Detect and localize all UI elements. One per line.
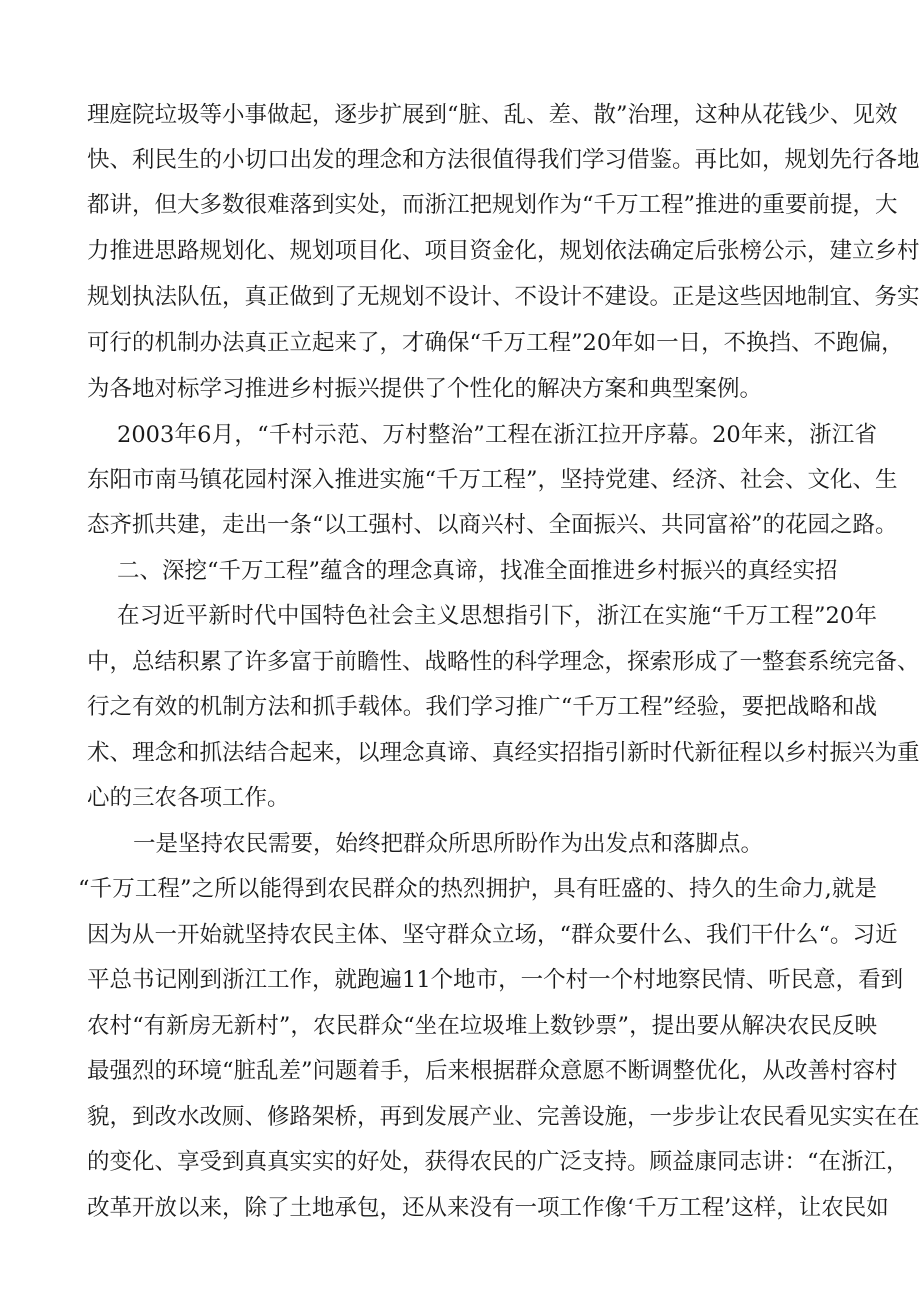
text-line: 中，总结积累了许多富于前瞻性、战略性的科学理念，探索形成了一整套系统完备、 bbox=[87, 649, 920, 675]
text-line: 态齐抓共建，走出一条“以工强村、以商兴村、全面振兴、共同富裕”的花园之路。 bbox=[87, 512, 898, 538]
text-line: 东阳市南马镇花园村深入推进实施“千万工程”，坚持党建、经济、社会、文化、生 bbox=[87, 467, 898, 493]
text-line: 改革开放以来，除了土地承包，还从来没有一项工作像‘千万工程’这样，让农民如 bbox=[87, 1195, 889, 1221]
text-line: 都讲，但大多数很难落到实处，而浙江把规划作为“千万工程”推进的重要前提，大 bbox=[87, 192, 898, 218]
text-line: “千万工程”之所以能得到农民群众的热烈拥护，具有旺盛的、持久的生命力,就是 bbox=[78, 876, 877, 902]
subheading-line: 一是坚持农民需要，始终把群众所思所盼作为出发点和落脚点。 bbox=[133, 831, 764, 857]
text-line: 2003年6月，“千村示范、万村整治”工程在浙江拉开序幕。20年来，浙江省 bbox=[117, 422, 877, 448]
text-line: 因为从一开始就坚持农民主体、坚守群众立场，“群众要什么、我们干什么“。习近 bbox=[87, 922, 898, 948]
text-line: 的变化、享受到真真实实的好处，获得农民的广泛支持。顾益康同志讲：“在浙江， bbox=[87, 1149, 909, 1175]
text-line: 术、理念和抓法结合起来，以理念真谛、真经实招指引新时代新征程以乡村振兴为重 bbox=[87, 740, 920, 766]
text-line: 力推进思路规划化、规划项目化、项目资金化，规划依法确定后张榜公示，建立乡村 bbox=[87, 238, 920, 264]
text-line: 心的三农各项工作。 bbox=[87, 785, 290, 811]
text-line: 行之有效的机制方法和抓手载体。我们学习推广“千万工程”经验，要把战略和战 bbox=[87, 694, 877, 720]
text-line: 理庭院垃圾等小事做起，逐步扩展到“脏、乱、差、散”治理，这种从花钱少、见效 bbox=[87, 102, 898, 128]
text-line: 农村“有新房无新村”，农民群众“坐在垃圾堆上数钞票”，提出要从解决农民反映 bbox=[87, 1013, 877, 1039]
text-line: 平总书记刚到浙江工作，就跑遍11个地市，一个村一个村地察民情、听民意，看到 bbox=[87, 967, 904, 993]
text-line: 貌，到改水改厕、修路架桥，再到发展产业、完善设施，一步步让农民看见实实在在 bbox=[87, 1104, 920, 1130]
text-line: 规划执法队伍，真正做到了无规划不设计、不设计不建设。正是这些因地制宜、务实 bbox=[87, 284, 920, 310]
section-heading: 二、深挖“千万工程”蕴含的理念真谛，找准全面推进乡村振兴的真经实招 bbox=[117, 558, 838, 584]
text-line: 在习近平新时代中国特色社会主义思想指引下，浙江在实施“千万工程”20年 bbox=[117, 603, 877, 629]
text-line: 为各地对标学习推进乡村振兴提供了个性化的解决方案和典型案例。 bbox=[87, 376, 763, 402]
text-line: 可行的机制办法真正立起来了，才确保“千万工程”20年如一日，不换挡、不跑偏， bbox=[87, 330, 904, 356]
text-line: 快、利民生的小切口出发的理念和方法很值得我们学习借鉴。再比如，规划先行各地 bbox=[87, 147, 920, 173]
text-line: 最强烈的环境“脏乱差”问题着手，后来根据群众意愿不断调整优化，从改善村容村 bbox=[87, 1058, 898, 1084]
